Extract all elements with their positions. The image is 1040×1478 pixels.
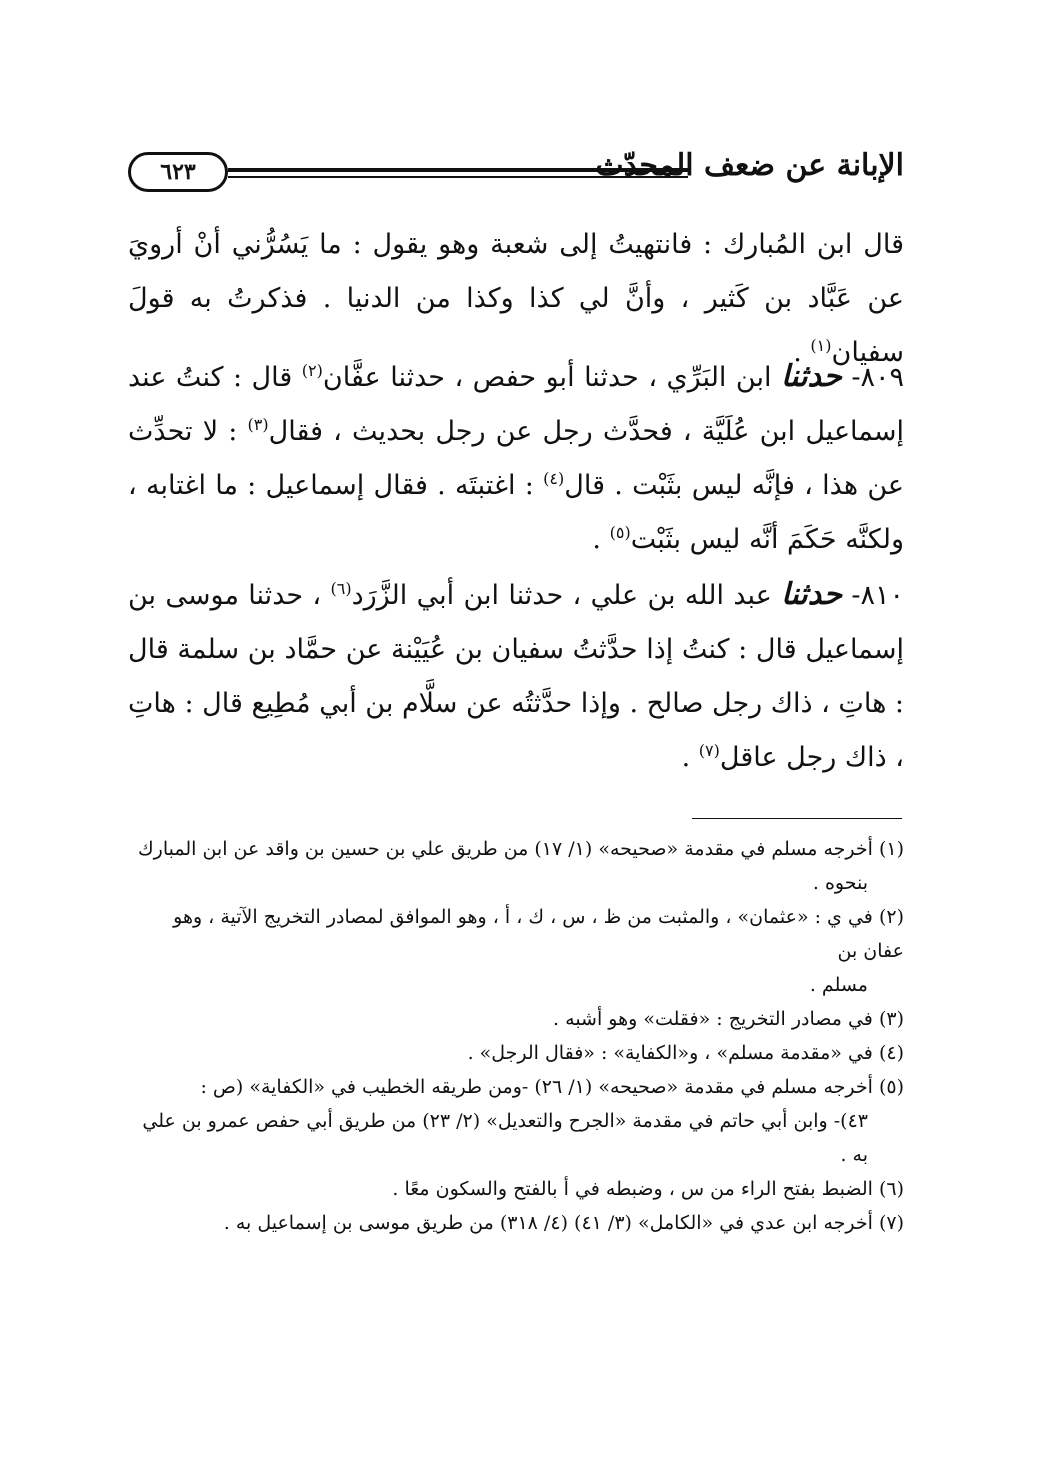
footnotes <box>128 832 904 1240</box>
footnote-text-cont: بنحوه . <box>812 872 868 894</box>
footnote-ref: (٥) <box>609 523 631 542</box>
hadith-text: : اغتبتَه . فقال إسماعيل : ما اغتابه ، ولكنَّه حَكَمَ أنَّه ليس بثَبْت <box>128 470 904 555</box>
footnote-ref: (٢) <box>301 361 323 380</box>
hadith-text: ابن البَرِّي ، حدثنا أبو حفص ، حدثنا عفَّان <box>322 362 782 393</box>
footnote-ref: (٣) <box>247 415 269 434</box>
footnote-ref: (٧) <box>698 741 720 760</box>
footnote-5 <box>128 1070 904 1172</box>
page-header <box>128 148 904 208</box>
hadith-number: ٨٠٩- <box>841 362 904 393</box>
hadith-text: قال : كنتُ عند إسماعيل ابن عُلَيَّة ، فحدَّث رجل عن رجل بحديث ، فقال <box>128 362 905 447</box>
hadith-text: : لا تحدِّث عن هذا ، فإنَّه ليس بثَبْت . قال <box>128 416 904 501</box>
footnote-text: في «مقدمة مسلم» ، و«الكفاية» : «فقال الرجل» . <box>467 1042 873 1064</box>
footnote-text: أخرجه ابن عدي في «الكامل» (٣/ ٤١) (٤/ ٣١٨) من طريق موسى بن إسماعيل به . <box>223 1212 873 1234</box>
hadith-text: ، حدثنا موسى بن إسماعيل قال : كنتُ إذا حدَّثتُ سفيان بن عُيَيْنة عن حمَّاد بن سلمة قال : هاتِ ، ذاك رجل صالح . وإذا حدَّثتُه عن سلَّام بن أبي مُطِيع قال : هاتِ ، ذاك رجل عاقل <box>128 580 904 773</box>
page-number: ٦٢٣ <box>128 152 228 192</box>
footnote-number: (٤) <box>878 1042 904 1064</box>
footnote-6 <box>128 1172 904 1206</box>
footnote-1 <box>128 832 904 900</box>
footnote-ref: (٦) <box>330 579 352 598</box>
footnote-ref: (٤) <box>543 469 565 488</box>
footnote-text: الضبط بفتح الراء من س ، وضبطه في أ بالفتح والسكون معًا . <box>392 1178 873 1200</box>
footnote-ref: (١) <box>810 336 832 355</box>
footnote-number: (٣) <box>878 1008 904 1030</box>
footnote-text: في مصادر التخريج : «فقلت» وهو أشبه . <box>553 1008 873 1030</box>
narration-word: حدثنا <box>781 577 843 612</box>
footnote-number: (١) <box>878 838 904 860</box>
hadith-text: عبد الله بن علي ، حدثنا ابن أبي الزَّرَد <box>351 580 782 611</box>
hadith-809 <box>128 350 904 567</box>
paragraph-text: قال ابن المُبارك : فانتهيتُ إلى شعبة وهو يقول : ما يَسُرُّني أنْ أرويَ عن عَبَّاد بن كَثير ، وأنَّ لي كذا وكذا من الدنيا . فذكرتُ به قولَ سفيان <box>128 229 904 368</box>
book-title: الإبانة عن ضعف المحدّث <box>595 148 904 183</box>
footnote-3 <box>128 1002 904 1036</box>
hadith-number: ٨١٠- <box>842 580 905 611</box>
footnote-number: (٦) <box>878 1178 904 1200</box>
footnote-separator <box>692 818 902 819</box>
footnote-text: في ي : «عثمان» ، والمثبت من ظ ، س ، ك ، أ ، وهو الموافق لمصادر التخريج الآتية ، وهو عفان بن <box>173 906 904 962</box>
footnote-number: (٥) <box>878 1076 904 1098</box>
footnote-text-cont: ٤٣)- وابن أبي حاتم في مقدمة «الجرح والتعديل» (٢/ ٢٣) من طريق أبي حفص عمرو بن علي به . <box>142 1110 868 1166</box>
paragraph-end: . <box>793 337 811 368</box>
footnote-text-cont: مسلم . <box>809 974 868 996</box>
footnote-4 <box>128 1036 904 1070</box>
footnote-text: أخرجه مسلم في مقدمة «صحيحه» (١/ ٢٦) -ومن طريقه الخطيب في «الكفاية» (ص : <box>200 1076 873 1098</box>
hadith-810 <box>128 568 904 785</box>
footnote-2 <box>128 900 904 1002</box>
narration-word: حدثنا <box>781 359 842 394</box>
paragraph-end: . <box>592 524 610 555</box>
footnote-number: (٢) <box>878 906 904 928</box>
paragraph-end: . <box>681 742 699 773</box>
footnote-number: (٧) <box>878 1212 904 1234</box>
footnote-7 <box>128 1206 904 1240</box>
footnote-text: أخرجه مسلم في مقدمة «صحيحه» (١/ ١٧) من طريق علي بن حسين بن واقد عن ابن المبارك <box>138 838 873 860</box>
